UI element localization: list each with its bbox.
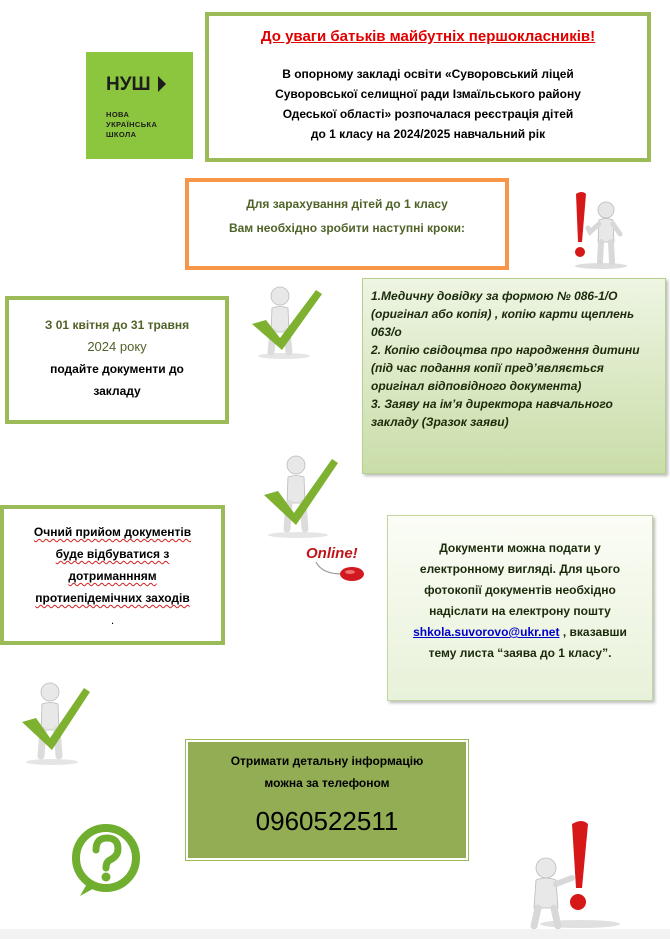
reception-line-3: дотриманнням <box>68 569 157 583</box>
dates-line-3: подайте документи до <box>50 362 184 376</box>
dates-year: 2024 року <box>87 339 147 354</box>
phone-number[interactable]: 0960522511 <box>255 806 399 836</box>
reception-line-2: буде відбуватися з <box>55 547 170 561</box>
announcement-title: До уваги батьків майбутніх першокласників! <box>260 28 596 45</box>
announcement-header-box <box>205 12 651 162</box>
online-line-2: електронному вигляді. Для цього <box>419 562 621 576</box>
nus-logo-text <box>106 110 157 140</box>
online-submission-text <box>394 538 646 664</box>
checkmark-figure-icon <box>250 445 348 540</box>
in-person-reception-box <box>0 505 225 645</box>
online-line-6: тему листа “заява до 1 класу”. <box>428 646 612 660</box>
document-item-2: 2. Копію свідоцтва про народження дитини (під час подання копії пред’являється оригінал відповідного документа) <box>371 343 640 393</box>
online-line-4: надіслати на електрону пошту <box>429 604 611 618</box>
phone-line-1: Отримати детальну інформацію <box>230 754 424 768</box>
submission-dates-box <box>5 296 229 424</box>
nus-mark-text: НУШ <box>106 74 151 95</box>
in-person-reception-text <box>4 521 221 609</box>
phone-info-text <box>188 750 466 794</box>
required-documents-box <box>362 278 666 474</box>
exclamation-figure-icon <box>520 818 630 930</box>
email-link[interactable]: shkola.suvorovo@ukr.net <box>413 625 560 639</box>
steps-intro-box <box>185 178 509 270</box>
steps-line-2: Вам необхідно зробити наступні кроки: <box>228 221 466 235</box>
submission-dates-text <box>9 314 225 402</box>
document-item-1: 1.Медичну довідку за формою № 086-1/О (оригінал або копія) , копію карти щеплень 063/о <box>371 289 635 339</box>
nus-logo-line-1: НОВА <box>106 110 130 119</box>
online-line-1: Документи можна подати у <box>439 541 601 555</box>
checkmark-figure-icon <box>246 280 326 360</box>
announcement-line-4: до 1 класу на 2024/2025 навчальний рік <box>310 127 546 141</box>
checkmark-figure-icon <box>14 672 94 767</box>
online-submission-box <box>387 515 653 701</box>
exclamation-figure-icon <box>566 190 636 270</box>
dates-range: З 01 квітня до 31 травня <box>44 318 190 332</box>
document-item-3: 3. Заяву на ім’я директора навчального закладу (Зразок заяви) <box>371 397 613 429</box>
phone-line-2: можна за телефоном <box>264 776 390 790</box>
phone-info-box <box>186 740 468 860</box>
reception-line-1: Очний прийом документів <box>33 525 192 539</box>
announcement-line-3: Одеської області» розпочалася реєстрація дітей <box>282 107 574 121</box>
required-documents-list <box>371 287 657 431</box>
page-bottom-bar <box>0 929 670 939</box>
online-after-email: , вказавши <box>559 625 627 639</box>
online-badge-icon <box>302 540 378 586</box>
nus-logo-mark <box>106 70 168 98</box>
nus-logo-line-3: ШКОЛА <box>106 130 137 139</box>
steps-intro-text <box>189 192 505 240</box>
online-badge-text: Online! <box>306 545 358 562</box>
nus-logo <box>86 52 193 159</box>
announcement-line-1: В опорному закладі освіти «Суворовський ліцей <box>282 67 574 81</box>
reception-dot: . <box>110 613 115 627</box>
reception-line-4: протиепідемічних заходів <box>35 591 190 605</box>
announcement-line-2: Суворовської селищної ради Ізмаїльського району <box>275 87 581 101</box>
announcement-body <box>219 64 637 144</box>
dates-line-4: закладу <box>93 384 141 398</box>
steps-line-1: Для зарахування дітей до 1 класу <box>246 197 448 211</box>
nus-logo-line-2: УКРАЇНСЬКА <box>106 120 158 129</box>
online-line-5 <box>394 622 646 643</box>
online-line-3: фотокопії документів необхідно <box>424 583 616 597</box>
question-mark-icon <box>70 822 142 900</box>
